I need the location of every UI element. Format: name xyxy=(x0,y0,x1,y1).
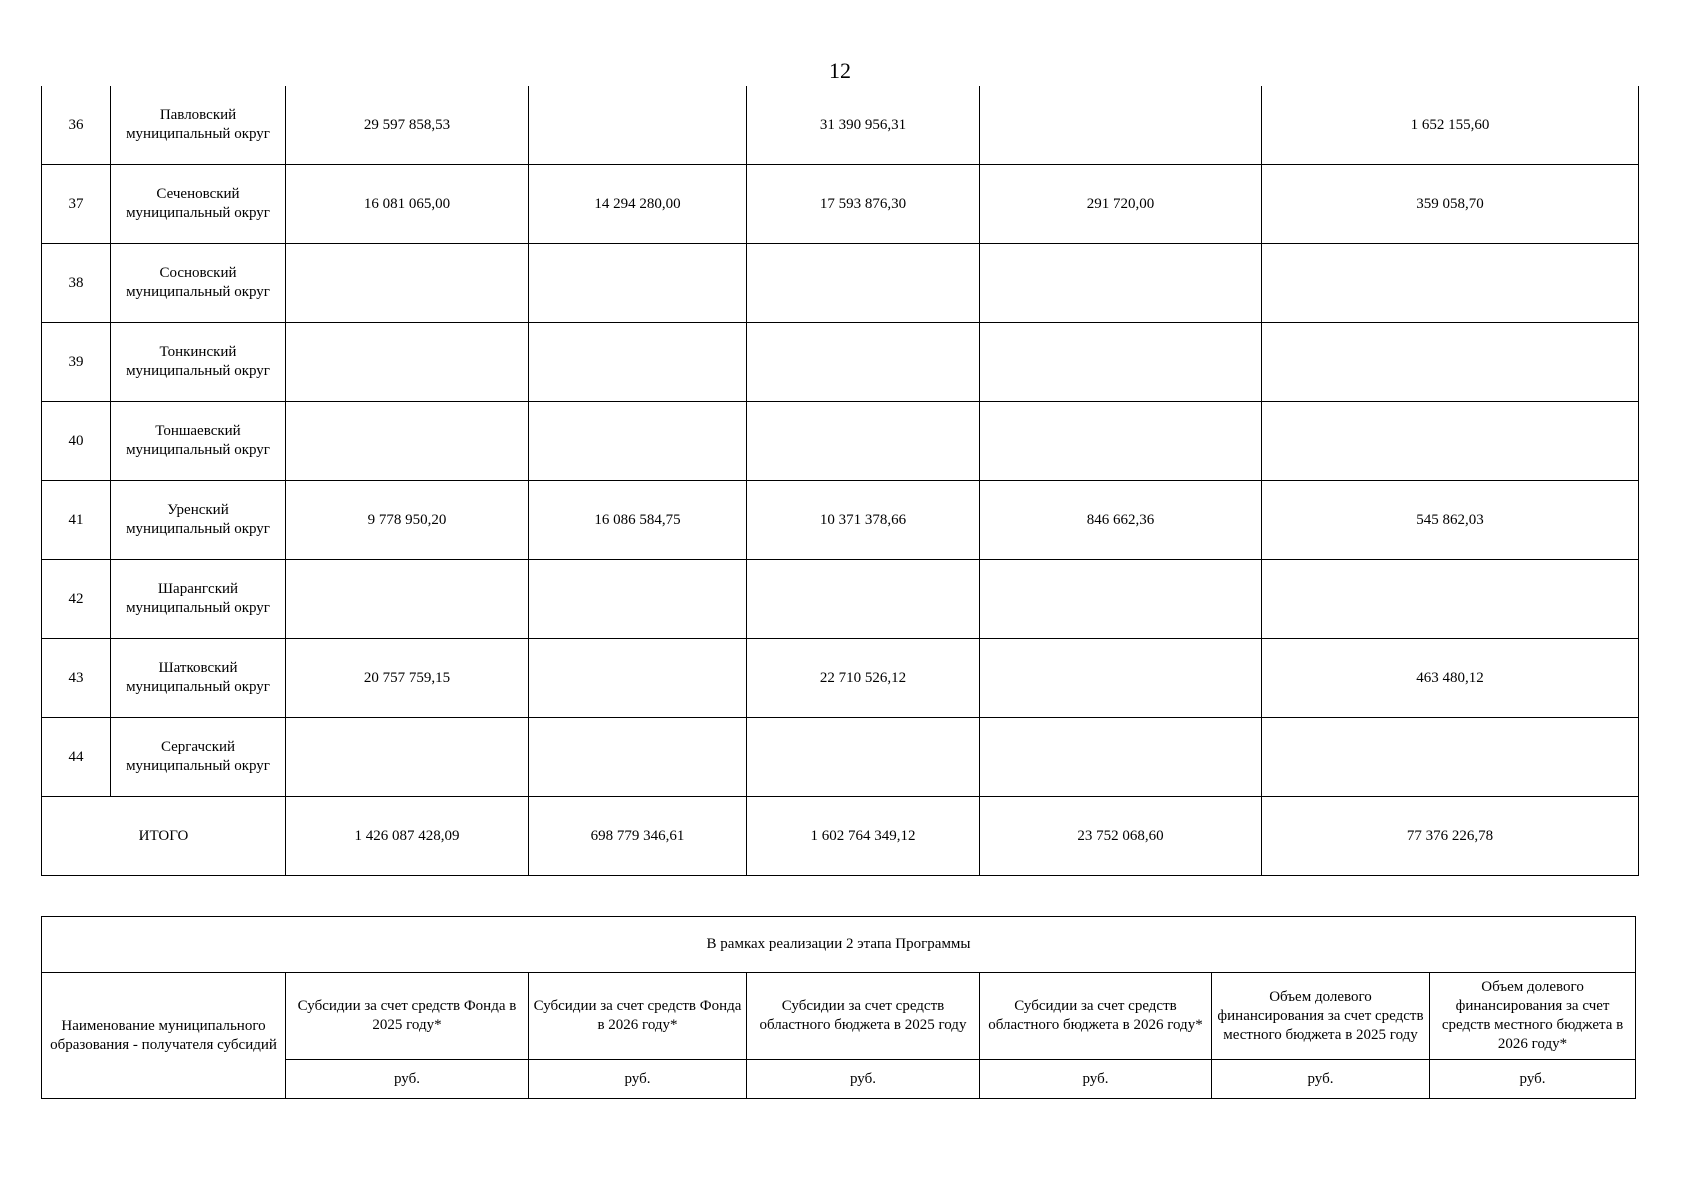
row-number: 38 xyxy=(42,244,111,323)
municipality-name: Шарангский муниципальный округ xyxy=(111,560,286,639)
row-number: 36 xyxy=(42,86,111,165)
regional-2025-value: 31 390 956,31 xyxy=(747,86,980,165)
regional-2026-value: 291 720,00 xyxy=(980,165,1262,244)
fund-2025-value xyxy=(286,718,529,797)
regional-2025-value xyxy=(747,560,980,639)
local-value: 359 058,70 xyxy=(1262,165,1639,244)
header-regional-2026: Субсидии за счет средств областного бюджета в 2026 году* xyxy=(980,973,1212,1060)
table-row xyxy=(42,165,1639,244)
municipality-name: Сергачский муниципальный округ xyxy=(111,718,286,797)
table-row xyxy=(42,718,1639,797)
regional-2025-value xyxy=(747,323,980,402)
fund-2025-value xyxy=(286,560,529,639)
total-regional-2026: 23 752 068,60 xyxy=(980,797,1262,876)
total-fund-2026: 698 779 346,61 xyxy=(529,797,747,876)
fund-2025-value xyxy=(286,323,529,402)
fund-2025-value: 29 597 858,53 xyxy=(286,86,529,165)
regional-2025-value: 17 593 876,30 xyxy=(747,165,980,244)
municipality-name: Сеченовский муниципальный округ xyxy=(111,165,286,244)
municipality-name: Тонкинский муниципальный округ xyxy=(111,323,286,402)
row-number: 42 xyxy=(42,560,111,639)
row-number: 40 xyxy=(42,402,111,481)
table-row xyxy=(42,402,1639,481)
page-number: 12 xyxy=(829,58,851,83)
table-row xyxy=(42,86,1639,165)
total-regional-2025: 1 602 764 349,12 xyxy=(747,797,980,876)
regional-2025-value: 10 371 378,66 xyxy=(747,481,980,560)
local-value xyxy=(1262,244,1639,323)
header-local-2026: Объем долевого финансирования за счет средств местного бюджета в 2026 году* xyxy=(1430,973,1636,1060)
total-fund-2025: 1 426 087 428,09 xyxy=(286,797,529,876)
table-row xyxy=(42,323,1639,402)
municipality-name: Уренский муниципальный округ xyxy=(111,481,286,560)
fund-2025-value: 20 757 759,15 xyxy=(286,639,529,718)
header-local-2025: Объем долевого финансирования за счет средств местного бюджета в 2025 году xyxy=(1212,973,1430,1060)
fund-2026-value xyxy=(529,402,747,481)
fund-2026-value xyxy=(529,244,747,323)
regional-2026-value xyxy=(980,560,1262,639)
regional-2026-value xyxy=(980,718,1262,797)
municipality-name: Сосновский муниципальный округ xyxy=(111,244,286,323)
total-label: ИТОГО xyxy=(42,797,286,876)
total-row xyxy=(42,797,1639,876)
regional-2025-value: 22 710 526,12 xyxy=(747,639,980,718)
fund-2026-value xyxy=(529,86,747,165)
regional-2026-value xyxy=(980,323,1262,402)
unit-cell: руб. xyxy=(1212,1060,1430,1099)
fund-2026-value xyxy=(529,560,747,639)
table-row xyxy=(42,560,1639,639)
unit-cell: руб. xyxy=(747,1060,980,1099)
unit-cell: руб. xyxy=(1430,1060,1636,1099)
local-value xyxy=(1262,718,1639,797)
local-value: 463 480,12 xyxy=(1262,639,1639,718)
local-value xyxy=(1262,560,1639,639)
unit-cell: руб. xyxy=(980,1060,1212,1099)
regional-2025-value xyxy=(747,402,980,481)
regional-2025-value xyxy=(747,244,980,323)
header-regional-2025: Субсидии за счет средств областного бюджета в 2025 году xyxy=(747,973,980,1060)
regional-2026-value xyxy=(980,402,1262,481)
local-value xyxy=(1262,323,1639,402)
table-row xyxy=(42,481,1639,560)
municipality-name: Шатковский муниципальный округ xyxy=(111,639,286,718)
row-number: 39 xyxy=(42,323,111,402)
header-fund-2025: Субсидии за счет средств Фонда в 2025 году* xyxy=(286,973,529,1060)
regional-2025-value xyxy=(747,718,980,797)
row-number: 43 xyxy=(42,639,111,718)
row-number: 44 xyxy=(42,718,111,797)
regional-2026-value xyxy=(980,86,1262,165)
header-recipient-name: Наименование муниципального образования - получателя субсидий xyxy=(42,973,286,1099)
header-fund-2026: Субсидии за счет средств Фонда в 2026 году* xyxy=(529,973,747,1060)
total-local: 77 376 226,78 xyxy=(1262,797,1639,876)
regional-2026-value xyxy=(980,639,1262,718)
fund-2026-value xyxy=(529,639,747,718)
stage2-table xyxy=(41,916,1636,1099)
local-value: 1 652 155,60 xyxy=(1262,86,1639,165)
local-value: 545 862,03 xyxy=(1262,481,1639,560)
row-number: 37 xyxy=(42,165,111,244)
stage2-title: В рамках реализации 2 этапа Программы xyxy=(42,917,1636,973)
row-number: 41 xyxy=(42,481,111,560)
regional-2026-value: 846 662,36 xyxy=(980,481,1262,560)
fund-2025-value xyxy=(286,402,529,481)
table-row xyxy=(42,639,1639,718)
subsidy-table xyxy=(41,86,1639,876)
unit-cell: руб. xyxy=(529,1060,747,1099)
municipality-name: Павловский муниципальный округ xyxy=(111,86,286,165)
local-value xyxy=(1262,402,1639,481)
table-row xyxy=(42,244,1639,323)
fund-2026-value xyxy=(529,323,747,402)
fund-2026-value: 14 294 280,00 xyxy=(529,165,747,244)
regional-2026-value xyxy=(980,244,1262,323)
unit-cell: руб. xyxy=(286,1060,529,1099)
fund-2025-value: 9 778 950,20 xyxy=(286,481,529,560)
fund-2025-value xyxy=(286,244,529,323)
fund-2026-value: 16 086 584,75 xyxy=(529,481,747,560)
fund-2026-value xyxy=(529,718,747,797)
municipality-name: Тоншаевский муниципальный округ xyxy=(111,402,286,481)
fund-2025-value: 16 081 065,00 xyxy=(286,165,529,244)
